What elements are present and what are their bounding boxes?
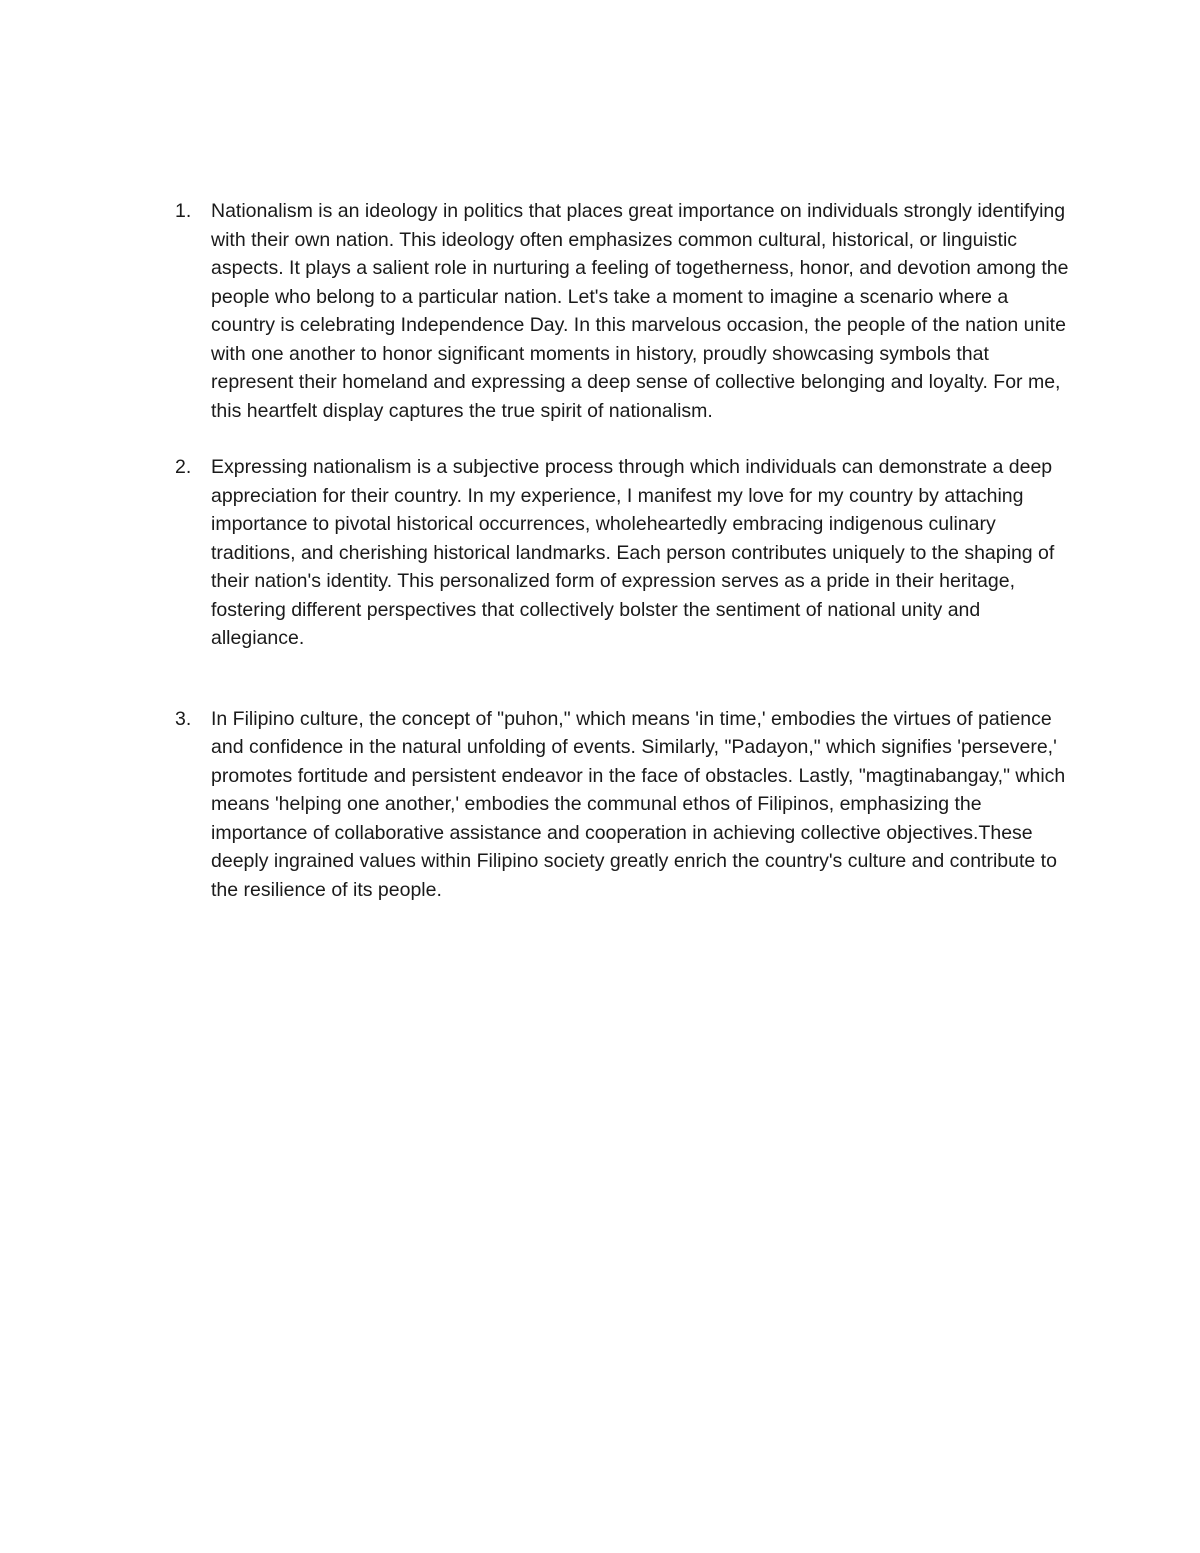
list-item — [0, 453, 1200, 653]
list-item-number: 3. — [175, 707, 192, 730]
list-item-number: 1. — [175, 200, 192, 222]
list-item-text: In Filipino culture, the concept of "puhon," which means 'in time,' embodies the virtues of patience and confidence in the natural unfolding of events. Similarly, "Padayon," which signifies 'persevere,' promotes fortitude and persistent endeavor in the face of obstacles. Lastly, "magtinabangay," which means 'helping one another,' embodies the communal ethos of Filipinos, emphasizing the importance of collaborative assistance and cooperation in achieving collective objectives.These deeply ingrained values within Filipino society greatly enrich the country's culture and contribute to the resilience of its people. — [211, 707, 1066, 901]
list-item — [0, 705, 1200, 905]
list-item-number: 2. — [175, 456, 192, 478]
list-item-text: Expressing nationalism is a subjective process through which individuals can demonstrate a deep appreciation for their country. In my experience, I manifest my love for my country by attaching importance to pivotal historical occurrences, wholeheartedly embracing indigenous culinary traditions, and cherishing historical landmarks. Each person contributes uniquely to the shaping of their nation's identity. This personalized form of expression serves as a pride in their heritage, fostering different perspectives that collectively bolster the sentiment of national unity and allegiance. — [211, 456, 1055, 649]
list-item-text: Nationalism is an ideology in politics that places great importance on individuals strongly identifying with their own nation. This ideology often emphasizes common cultural, historical, or linguistic aspects. It plays a salient role in nurturing a feeling of togetherness, honor, and devotion among the people who belong to a particular nation. Let's take a moment to imagine a scenario where a country is celebrating Independence Day. In this marvelous occasion, the people of the nation unite with one another to honor significant moments in history, proudly showcasing symbols that represent their homeland and expressing a deep sense of collective belonging and loyalty. For me, this heartfelt display captures the true spirit of nationalism. — [211, 200, 1069, 422]
list-item — [0, 197, 1200, 425]
numbered-list — [0, 197, 1200, 904]
paragraph-spacer — [0, 425, 1200, 453]
paragraph-spacer — [0, 653, 1200, 705]
